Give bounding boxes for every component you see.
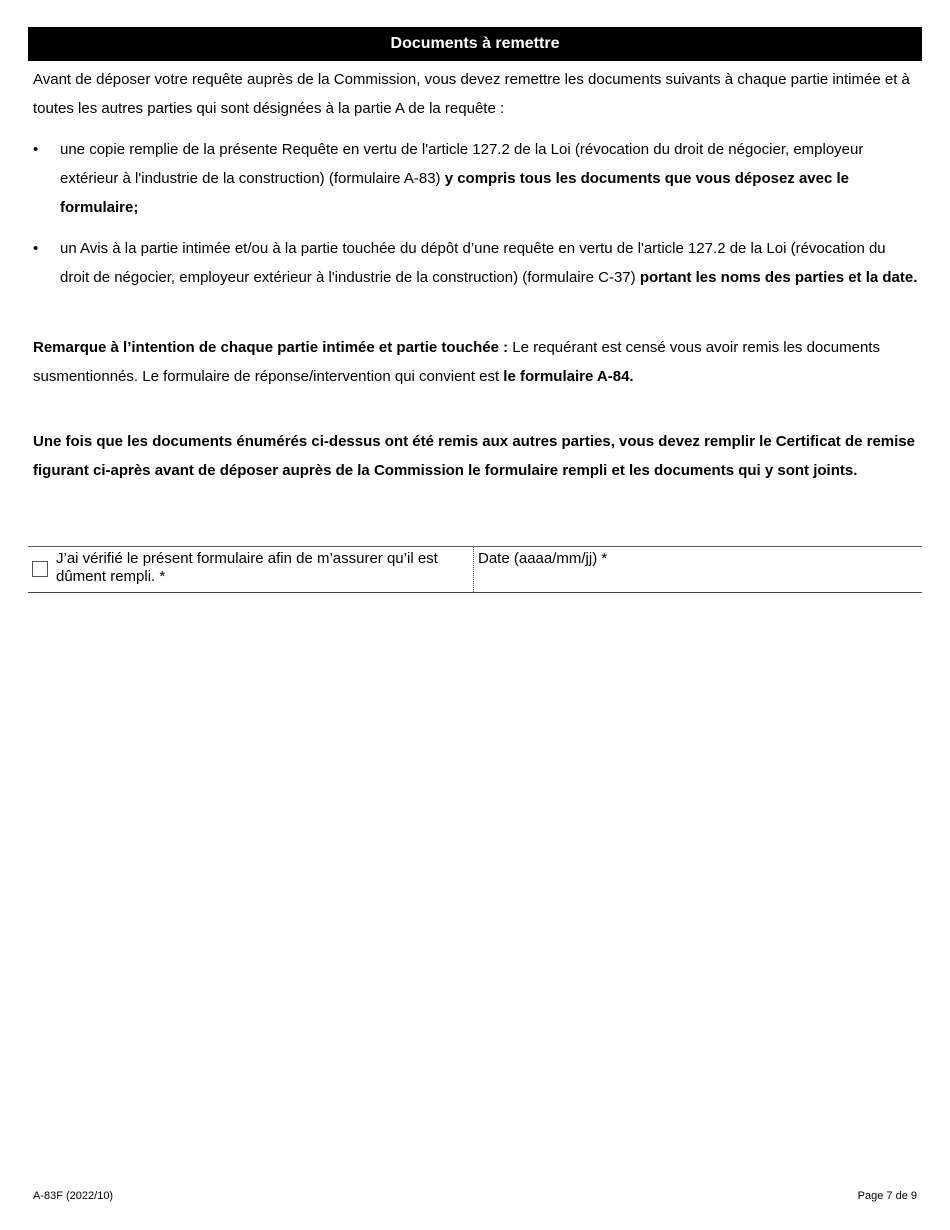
bullet-bold-text: y compris tous les documents que vous déposez avec le formulaire; [60,170,849,216]
verification-label: J’ai vérifié le présent formulaire afin de m’assurer qu’il est dûment rempli. * [56,550,438,585]
date-label: Date (aaaa/mm/jj) * [478,550,608,567]
bullet-text: une copie remplie de la présente Requête en vertu de l'article 127.2 de la Loi (révocation du droit de négocier, employeur extérieur à l'industrie de la construction) (formulaire A-83) [60,141,864,187]
intro-paragraph: Avant de déposer votre requête auprès de la Commission, vous devez remettre les documents suivants à chaque partie intimée et à toutes les autres parties qui sont désignées à la partie A de la requête : [33,71,910,117]
remark-paragraph [33,333,918,391]
page-number: Page 7 de 9 [857,1190,917,1202]
section-header [28,27,922,61]
instruction-paragraph: Une fois que les documents énumérés ci-dessus ont été remis aux autres parties, vous devez remplir le Certificat de remise figurant ci-après avant de déposer auprès de la Commission le formulaire rempli et les documents qui y sont joints. [33,433,915,479]
bullet-icon: • [33,141,39,158]
certification-table [28,546,922,593]
verification-checkbox[interactable] [32,561,48,577]
bullet-icon: • [33,240,39,257]
remark-form-ref: le formulaire A-84. [503,368,634,385]
section-title: Documents à remettre [390,35,560,52]
bullet-bold-text: portant les noms des parties et la date. [639,269,918,286]
remark-text: Le requérant est censé vous avoir remis les documents susmentionnés. Le formulaire de réponse/intervention qui convient est [33,339,880,385]
list-item [33,234,918,292]
remark-lead: Remarque à l’intention de chaque partie intimée et partie touchée : [33,339,509,356]
date-field[interactable] [474,547,922,592]
form-code: A-83F (2022/10) [33,1190,114,1202]
list-item [33,135,918,222]
verification-cell [28,547,474,592]
bullet-text: un Avis à la partie intimée et/ou à la partie touchée du dépôt d’une requête en vertu de l'article 127.2 de la Loi (révocation du droit de négocier, employeur extérieur à l'industrie de la construction) (formulaire C-37) [60,240,886,286]
